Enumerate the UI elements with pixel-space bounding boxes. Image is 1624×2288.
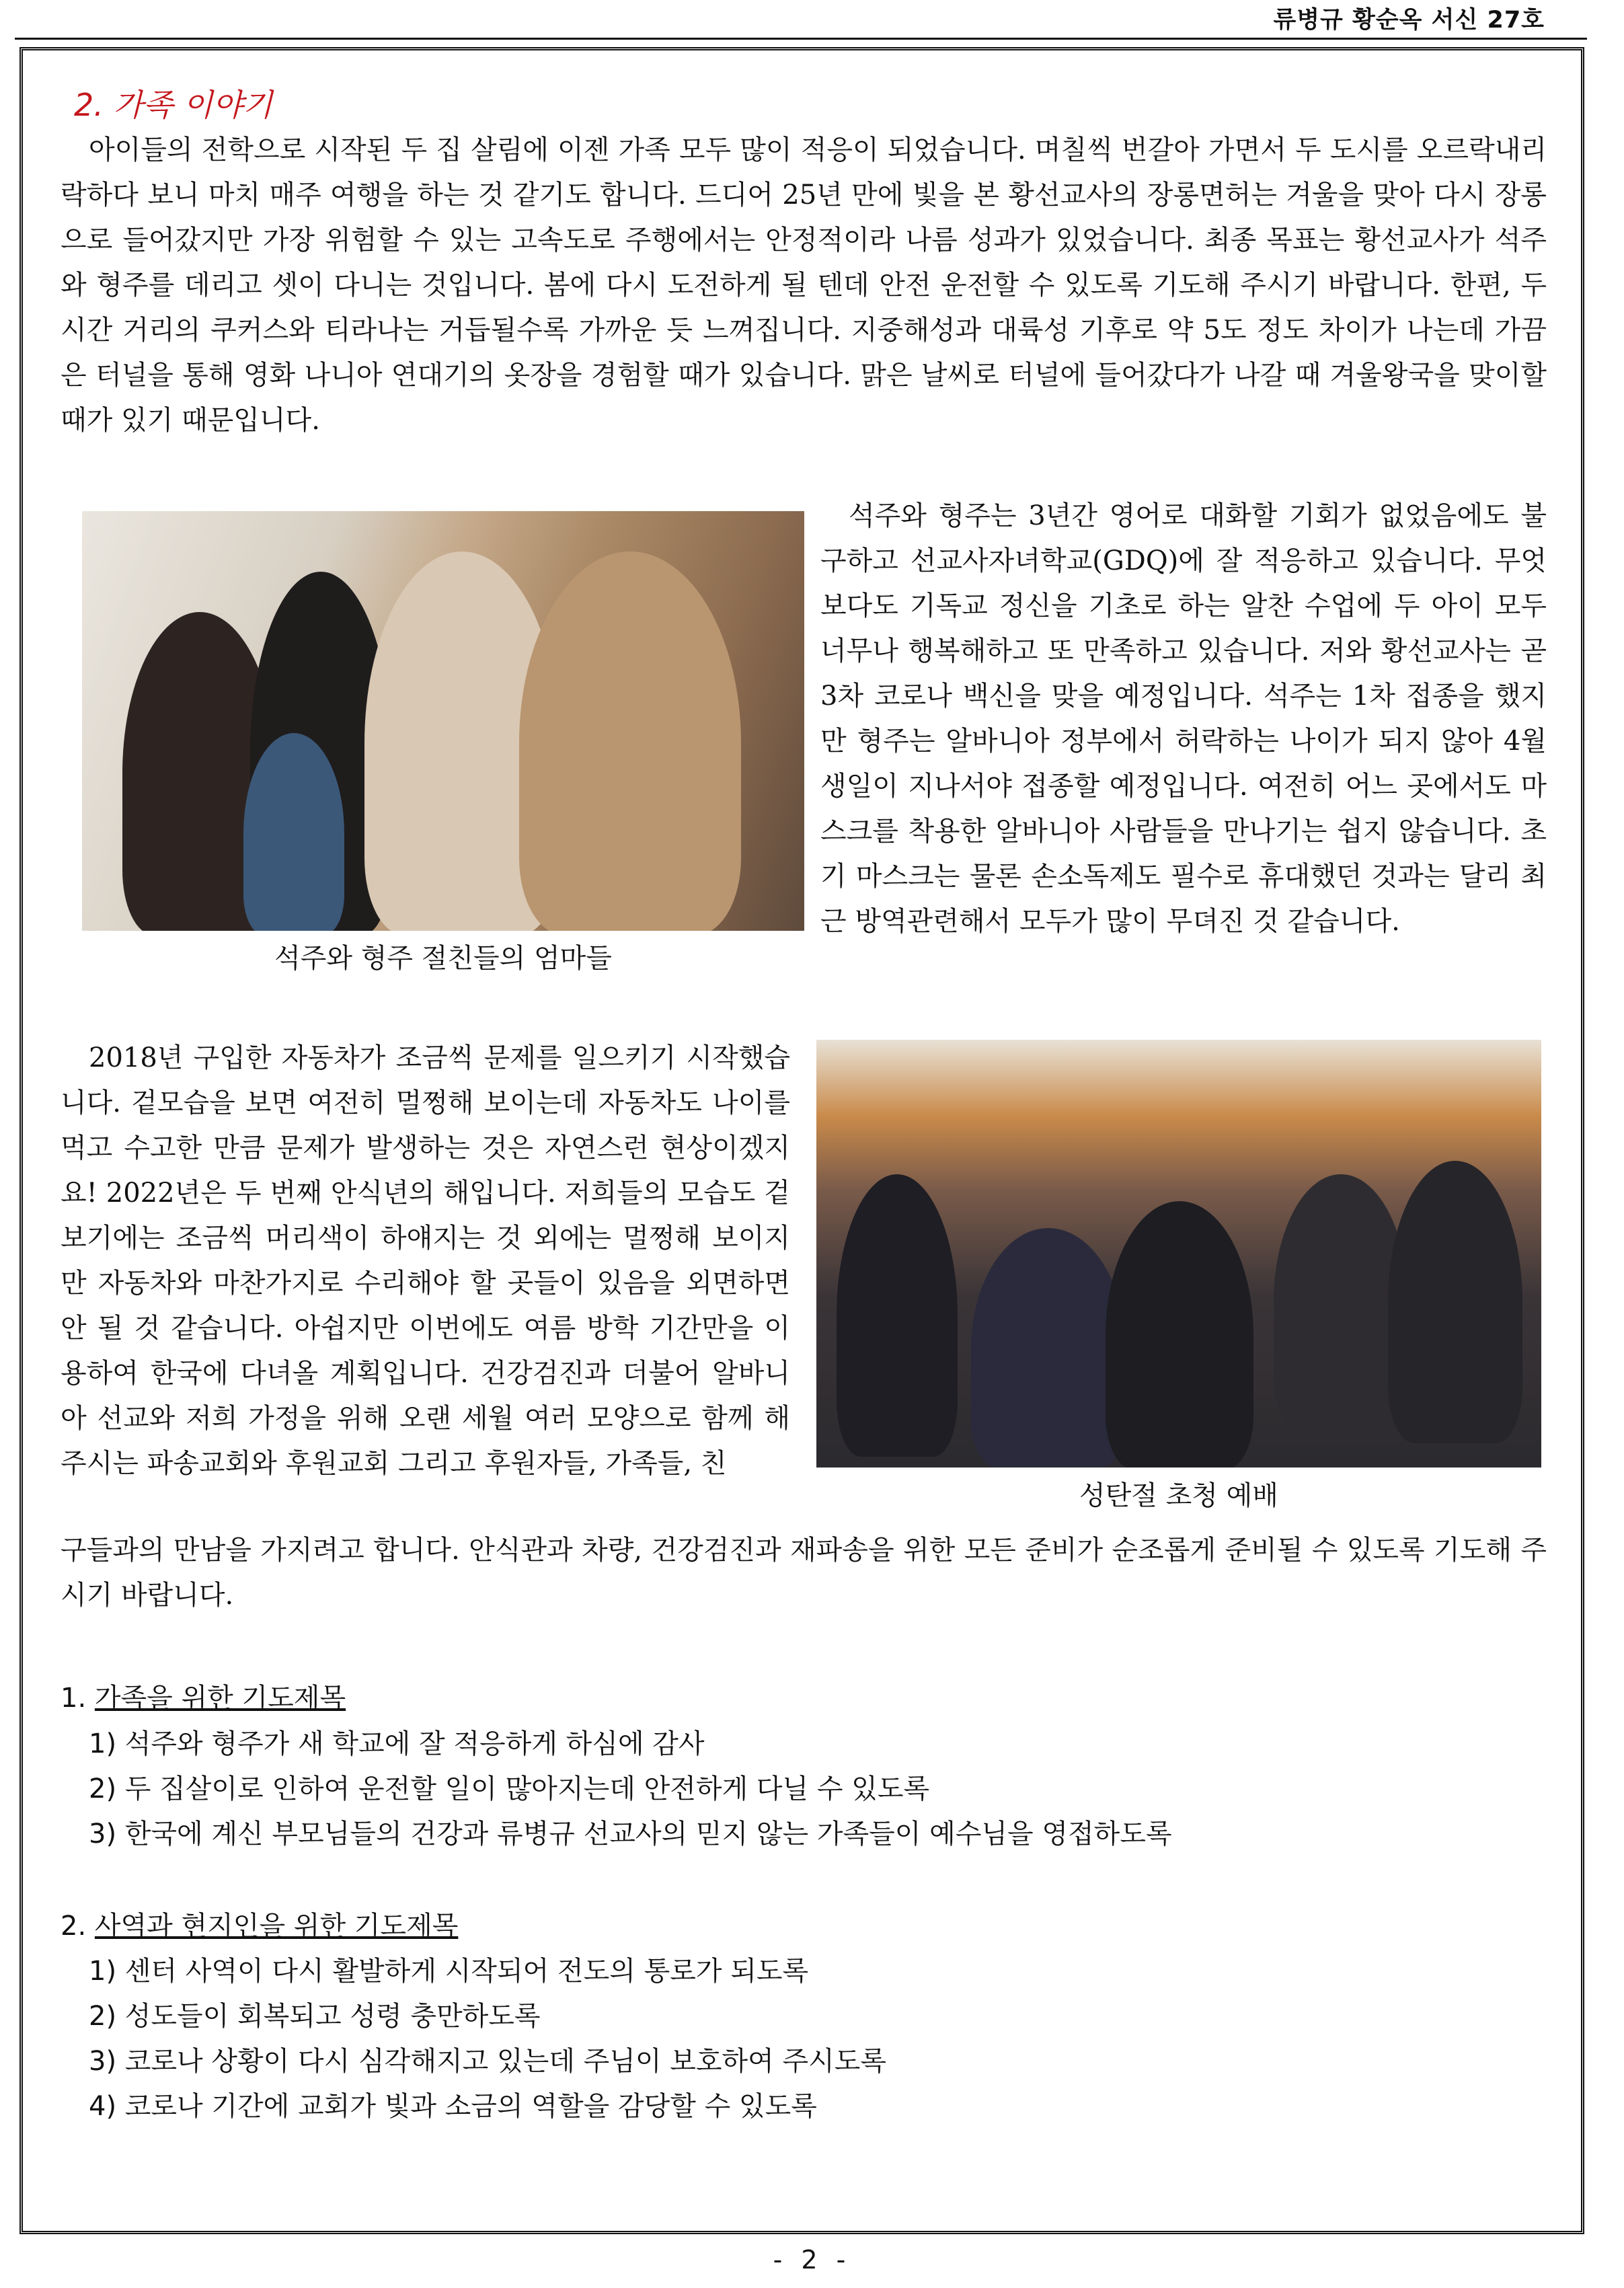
- prayer-item: 3) 코로나 상황이 다시 심각해지고 있는데 주님이 보호하여 주시도록: [89, 2046, 887, 2077]
- photo-caption: 성탄절 초청 예배: [1079, 1480, 1278, 1511]
- family-prayer-heading: [61, 1677, 346, 1715]
- family-prayer-list: [89, 1722, 1172, 1857]
- children-school-paragraph: [820, 494, 1547, 944]
- family-story-paragraph: [61, 128, 1547, 443]
- ministry-prayer-number: 2.: [61, 1911, 87, 1942]
- prayer-item: 2) 성도들이 회복되고 성령 충만하도록: [89, 2001, 541, 2032]
- family-prayer-number: 1.: [61, 1683, 87, 1714]
- section-title: 2. 가족 이야기: [74, 87, 273, 123]
- prayer-item: 4) 코로나 기간에 교회가 빛과 소금의 역할을 감당할 수 있도록: [89, 2091, 817, 2122]
- child-figure: [243, 733, 344, 931]
- ministry-prayer-title: 사역과 현지인을 위한 기도제목: [94, 1911, 459, 1942]
- person-figure: [1106, 1201, 1253, 1467]
- prayer-item: 3) 한국에 계신 부모님들의 건강과 류병규 선교사의 믿지 않는 가족들이 예수님을 영접하도록: [89, 1819, 1172, 1850]
- person-figure: [1388, 1161, 1522, 1443]
- page-number: - 2 -: [773, 2245, 851, 2275]
- car-sabbatical-text: 2018년 구입한 자동차가 조금씩 문제를 일으키기 시작했습니다. 겉모습을 보면 여전히 멀쩡해 보이는데 자동차도 나이를 먹고 수고한 만큼 문제가 발생하는 것은 자연스런 현상이겠지요! 2022년은 두 번째 안식년의 해입니다. 저희들의 모습도 겉보기에는 조금씩 머리색이 하얘지는 것 외에는 멀쩡해 보이지만 자동차와 마찬가지로 수리해야 할 곳들이 있음을 외면하면 안 될 것 같습니다. 아쉽지만 이번에도 여름 방학 기간만을 이용하여 한국에 다녀올 계획입니다. 건강검진과 더불어 알바니아 선교와 저희 가정을 위해 오랜 세월 여러 모양으로 함께 해 주시는 파송교회와 후원교회 그리고 후원자들, 가족들, 친: [61, 1042, 790, 1479]
- person-figure: [971, 1228, 1126, 1467]
- family-story-text: 아이들의 전학으로 시작된 두 집 살림에 이젠 가족 모두 많이 적응이 되었습니다. 며칠씩 번갈아 가면서 두 도시를 오르락내리락하다 보니 마치 매주 여행을 하는 것 같기도 합니다. 드디어 25년 만에 빛을 본 황선교사의 장롱면허는 겨울을 맞아 다시 장롱으로 들어갔지만 가장 위험할 수 있는 고속도로 주행에서는 안정적이라 나름 성과가 있었습니다. 최종 목표는 황선교사가 석주와 형주를 데리고 셋이 다니는 것입니다. 봄에 다시 도전하게 될 텐데 안전 운전할 수 있도록 기도해 주시기 바랍니다. 한편, 두 시간 거리의 쿠커스와 티라나는 거듭될수록 가까운 듯 느껴집니다. 지중해성과 대륙성 기후로 약 5도 정도 차이가 나는데 가끔은 터널을 통해 영화 나니아 연대기의 옷장을 경험할 때가 있습니다. 맑은 날씨로 터널에 들어갔다가 나갈 때 겨울왕국을 맞이할 때가 있기 때문입니다.: [61, 135, 1547, 436]
- ministry-prayer-heading: [61, 1905, 458, 1943]
- children-school-text: 석주와 형주는 3년간 영어로 대화할 기회가 없었음에도 불구하고 선교사자녀학교(GDQ)에 잘 적응하고 있습니다. 무엇보다도 기독교 정신을 기초로 하는 알찬 수업에 두 아이 모두 너무나 행복해하고 또 만족하고 있습니다. 저와 황선교사는 곧 3차 코로나 백신을 맞을 예정입니다. 석주는 1차 접종을 했지만 형주는 알바니아 정부에서 허락하는 나이가 되지 않아 4월 생일이 지나서야 접종할 예정입니다. 여전히 어느 곳에서도 마스크를 착용한 알바니아 사람들을 만나기는 쉽지 않습니다. 초기 마스크는 물론 손소독제도 필수로 휴대했던 것과는 달리 최근 방역관련해서 모두가 많이 무뎌진 것 같습니다.: [820, 500, 1547, 937]
- prayer-item: 2) 두 집살이로 인하여 운전할 일이 많아지는데 안전하게 다닐 수 있도록: [89, 1774, 930, 1804]
- prayer-item: 1) 석주와 형주가 새 학교에 잘 적응하게 하심에 감사: [89, 1728, 705, 1759]
- prayer-item: 1) 센터 사역이 다시 활발하게 시작되어 전도의 통로가 되도록: [89, 1956, 809, 1987]
- ministry-prayer-list: [89, 1949, 886, 2129]
- car-sabbatical-paragraph: [61, 1036, 790, 1486]
- person-figure: [837, 1174, 958, 1457]
- photo-mothers-of-friends: [82, 511, 804, 931]
- family-prayer-title: 가족을 위한 기도제목: [94, 1683, 346, 1714]
- header-rule: [15, 38, 1587, 40]
- car-sabbatical-paragraph-continued: 구들과의 만남을 가지려고 합니다. 안식관과 차량, 건강검진과 재파송을 위한 모든 준비가 순조롭게 준비될 수 있도록 기도해 주시기 바랍니다.: [61, 1535, 1547, 1611]
- photo-christmas-service: [816, 1040, 1541, 1467]
- letter-header-title: 류병규 황순옥 서신 27호: [1273, 7, 1545, 34]
- person-figure: [519, 551, 741, 931]
- photo-caption: 석주와 형주 절친들의 엄마들: [274, 943, 612, 974]
